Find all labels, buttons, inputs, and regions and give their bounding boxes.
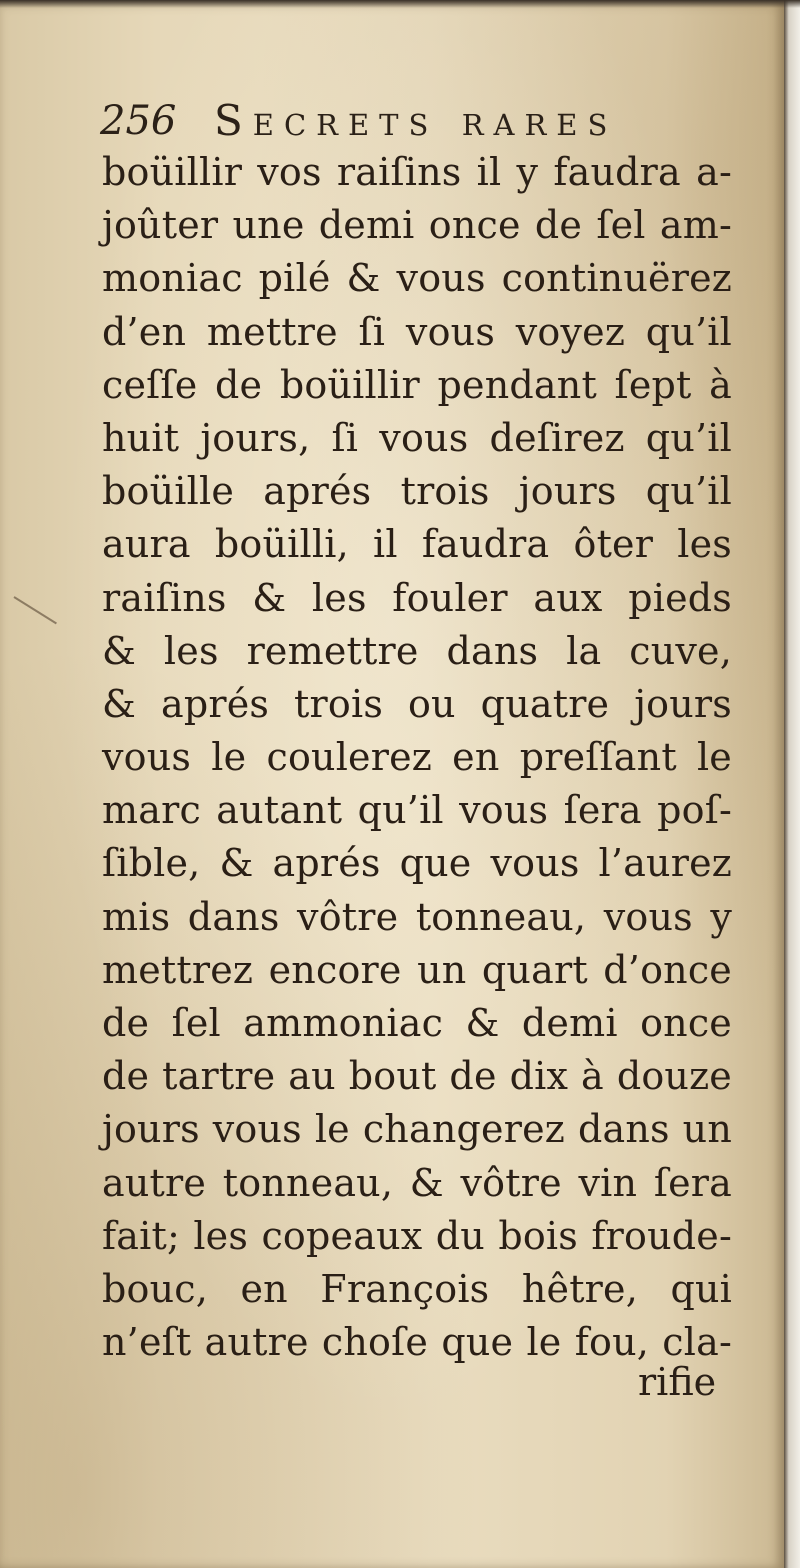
margin-mark	[13, 596, 56, 624]
catchword: rifie	[638, 1360, 717, 1404]
page-number: 256	[100, 98, 177, 144]
text-line: vous le coulerez en preſſant le	[102, 735, 732, 780]
text-line: huit jours, ſi vous deſirez qu’il	[102, 415, 732, 460]
text-line: ceſſe de boüillir pendant ſept à	[102, 362, 732, 407]
page-header	[100, 92, 740, 152]
text-line: boüille aprés trois jours qu’il	[102, 469, 732, 514]
text-line: & les remettre dans la cuve,	[102, 628, 732, 673]
text-line: autre tonneau, & vôtre vin ſera	[102, 1160, 732, 1205]
text-line: raiſins & les fouler aux pieds	[102, 575, 732, 620]
text-line: de tartre au bout de dix à douze	[102, 1054, 732, 1099]
text-line: bouc, en François hêtre, qui	[102, 1266, 732, 1311]
text-line: marc autant qu’il vous ſera poſ-	[102, 788, 732, 833]
running-head: Secrets rares	[214, 96, 618, 145]
text-line: ſible, & aprés que vous l’aurez	[102, 841, 732, 886]
text-line: de ſel ammoniac & demi once	[102, 1001, 732, 1045]
text-line: mis dans vôtre tonneau, vous y	[102, 894, 732, 939]
text-line: d’en mettre ſi vous voyez qu’il	[102, 309, 732, 354]
page-top-shadow	[0, 0, 800, 8]
text-line: jours vous le changerez dans un	[102, 1107, 732, 1152]
text-line: boüillir vos raiſins il y faudra a-	[102, 150, 732, 194]
text-line: n’eſt autre choſe que le fou, cla-	[102, 1320, 732, 1365]
text-line: fait; les copeaux du bois froude-	[102, 1213, 732, 1258]
body-text	[102, 146, 732, 1369]
text-line: aura boüilli, il faudra ôter les	[102, 522, 732, 567]
page-edge	[784, 0, 800, 1568]
text-line: mettrez encore un quart d’once	[102, 947, 732, 992]
text-line: moniac pilé & vous continuërez	[102, 256, 732, 301]
text-line: joûter une demi once de ſel am-	[102, 203, 732, 248]
text-line: & aprés trois ou quatre jours	[102, 681, 732, 726]
